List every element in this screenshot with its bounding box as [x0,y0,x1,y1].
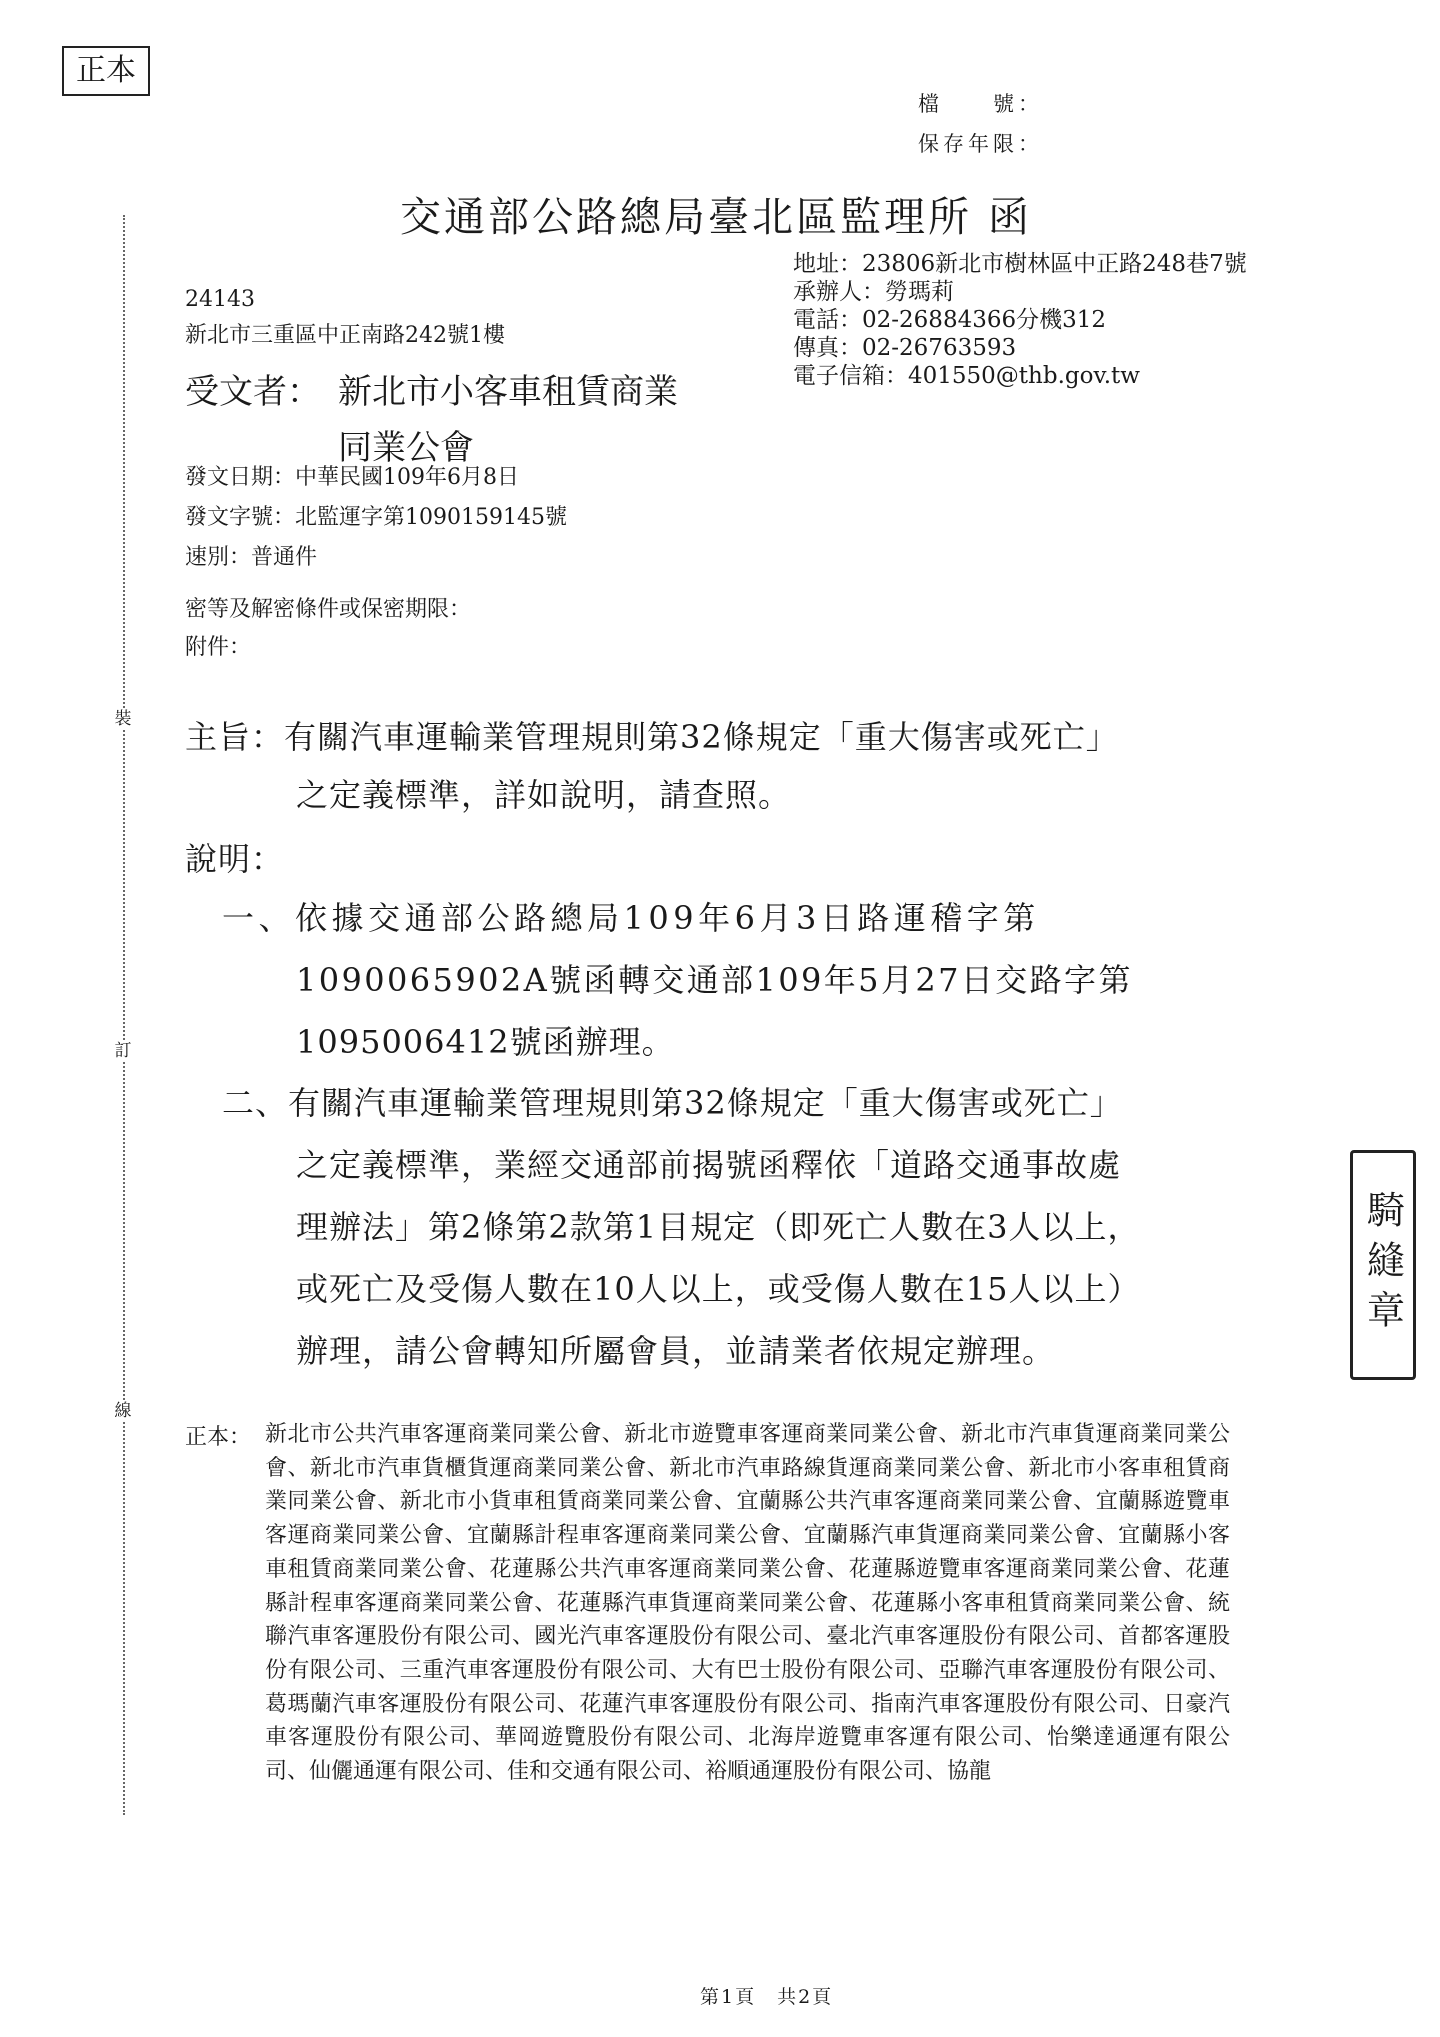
issue-date: 發文日期：中華民國109年6月8日 [185,465,519,490]
postal-code: 24143 [185,287,255,312]
explanation-item-2-line-3: 理辦法」第2條第2款第1目規定（即死亡人數在3人以上， [296,1208,1141,1246]
explanation-item-2-line-1: 二、有關汽車運輸業管理規則第32條規定「重大傷害或死亡」 [222,1084,1123,1122]
recipient-label: 受文者： [185,372,321,412]
attachment: 附件： [185,635,252,660]
fax: 傳真：02-26763593 [793,335,1017,361]
subject-line-1: 主旨：有關汽車運輸業管理規則第32條規定「重大傷害或死亡」 [185,718,1119,756]
document-number: 發文字號：北監運字第1090159145號 [185,505,567,530]
sender-address: 地址：23806新北市樹林區中正路248巷7號 [793,251,1247,277]
explanation-item-1-line-1: 一、依據交通部公路總局109年6月3日路運稽字第 [222,899,1040,937]
seam-seal-text: 騎縫章 [1360,1190,1405,1340]
seam-seal [1350,1150,1416,1380]
binding-mark-staple: 訂 [110,1040,136,1062]
retention-label: 保存年限： [918,132,1043,156]
binding-line [123,215,125,1815]
email: 電子信箱：401550@thb.gov.tw [793,363,1140,389]
recipient-line-1: 新北市小客車租賃商業 [338,372,678,412]
binding-mark-bind: 裝 [110,708,136,730]
handler: 承辦人：勞瑪莉 [793,279,954,305]
explanation-item-2-line-5: 辦理，請公會轉知所屬會員，並請業者依規定辦理。 [296,1332,1056,1370]
copy-stamp: 正本 [62,46,150,96]
file-number-label: 檔 號： [918,92,1043,116]
contact-block [793,250,1247,390]
cc-recipient-list: 新北市公共汽車客運商業同業公會、新北市遊覽車客運商業同業公會、新北市汽車貨運商業同業公會、新北市汽車貨櫃貨運商業同業公會、新北市汽車路線貨運商業同業公會、新北市小客車租賃商業同業公會、新北市小貨車租賃商業同業公會、宜蘭縣公共汽車客運商業同業公會、宜蘭縣遊覽車客運商業同業公會、宜蘭縣計程車客運商業同業公會、宜蘭縣汽車貨運商業同業公會、宜蘭縣小客車租賃商業同業公會、花蓮縣公共汽車客運商業同業公會、花蓮縣遊覽車客運商業同業公會、花蓮縣計程車客運商業同業公會、花蓮縣汽車貨運商業同業公會、花蓮縣小客車租賃商業同業公會、統聯汽車客運股份有限公司、國光汽車客運股份有限公司、臺北汽車客運股份有限公司、首都客運股份有限公司、三重汽車客運股份有限公司、大有巴士股份有限公司、亞聯汽車客運股份有限公司、葛瑪蘭汽車客運股份有限公司、花蓮汽車客運股份有限公司、指南汽車客運股份有限公司、日豪汽車客運股份有限公司、華岡遊覽股份有限公司、北海岸遊覽車客運有限公司、怡樂達通運有限公司、仙儷通運有限公司、佳和交通有限公司、裕順通運股份有限公司、協龍 [265,1422,1230,1785]
cc-label: 正本： [185,1425,252,1450]
explanation-item-2-line-4: 或死亡及受傷人數在10人以上，或受傷人數在15人以上） [296,1270,1141,1308]
street-address: 新北市三重區中正南路242號1樓 [185,323,505,348]
document-title: 交通部公路總局臺北區監理所 函 [400,193,1033,241]
explanation-label: 說明： [185,840,285,878]
page-number: 第1頁 共2頁 [700,1986,834,2008]
explanation-item-1-line-3: 1095006412號函辦理。 [296,1023,675,1061]
recipient-address [185,282,505,354]
speed-category: 速別：普通件 [185,545,318,570]
explanation-item-2-line-2: 之定義標準，業經交通部前揭號函釋依「道路交通事故處 [296,1146,1122,1184]
phone: 電話：02-26884366分機312 [793,307,1107,333]
secrecy-level: 密等及解密條件或保密期限： [185,597,472,622]
subject-line-2: 之定義標準，詳如說明，請查照。 [296,776,792,814]
binding-mark-line: 線 [110,1400,136,1422]
explanation-item-1-line-2: 1090065902A號函轉交通部109年5月27日交路字第 [296,961,1133,999]
recipient-line-2: 同業公會 [338,428,474,468]
